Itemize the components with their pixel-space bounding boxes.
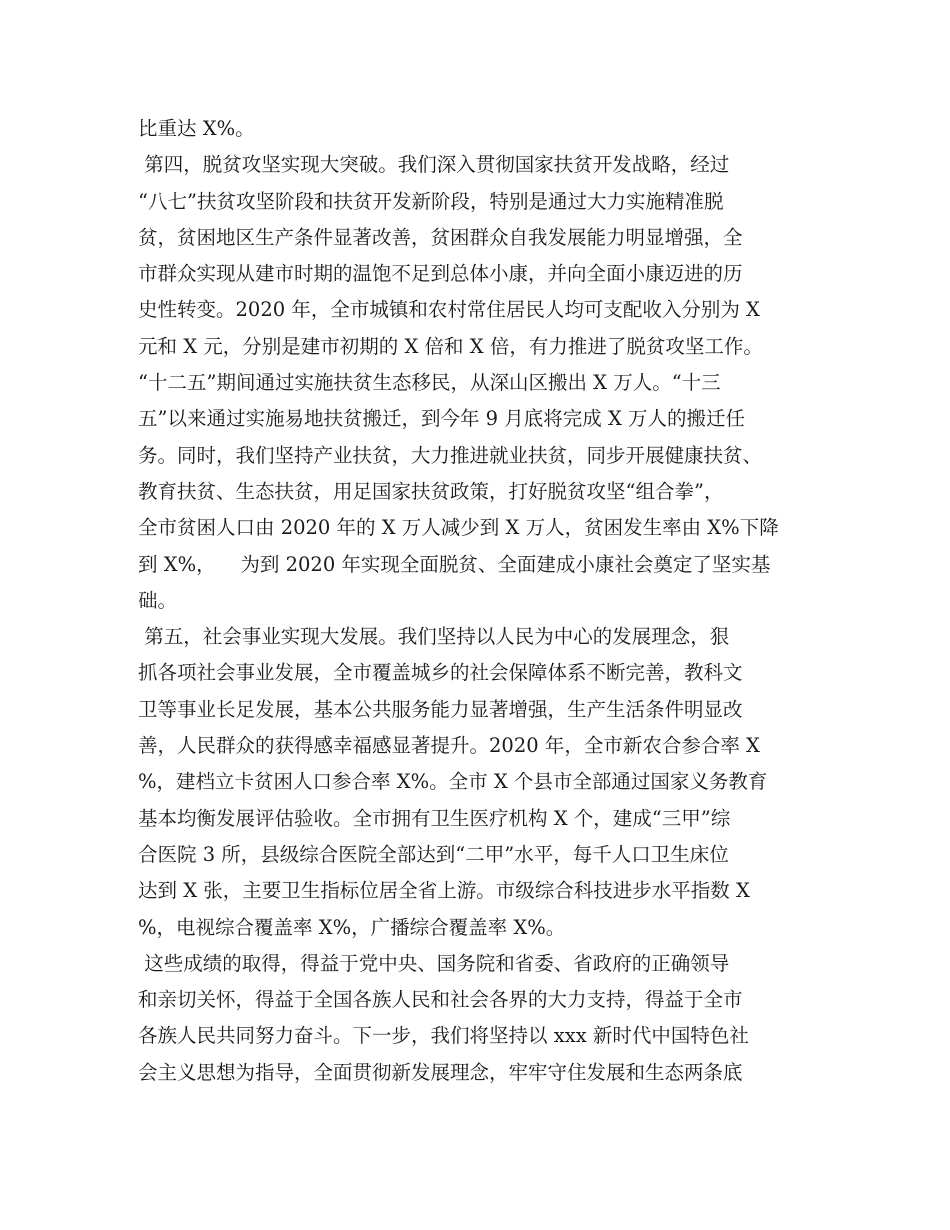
text-line: 史性转变。2020 年，全市城镇和农村常住居民人均可支配收入分别为 X bbox=[138, 298, 760, 322]
text-line: 教育扶贫、生态扶贫，用足国家扶贫政策，打好脱贫攻坚“组合拳”， bbox=[138, 479, 724, 503]
text-line: 各族人民共同努力奋斗。下一步，我们将坚持以 xxx 新时代中国特色社 bbox=[138, 1024, 749, 1048]
text-line: 善，人民群众的获得感幸福感显著提升。2020 年，全市新农合参合率 X bbox=[138, 734, 760, 758]
text-line: 基本均衡发展评估验收。全市拥有卫生医疗机构 X 个，建成“三甲”综 bbox=[138, 806, 731, 830]
text-line: 合医院 3 所，县级综合医院全部达到“二甲”水平，每千人口卫生床位 bbox=[138, 842, 729, 866]
text-line: %，建档立卡贫困人口参合率 X%。全市 X 个县市全部通过国家义务教育 bbox=[138, 770, 768, 794]
text-line: 抓各项社会事业发展，全市覆盖城乡的社会保障体系不断完善，教科文 bbox=[138, 661, 743, 685]
text-line: 这些成绩的取得，得益于党中央、国务院和省委、省政府的正确领导 bbox=[138, 951, 730, 975]
text-line: 贫，贫困地区生产条件显著改善，贫困群众自我发展能力明显增强，全 bbox=[138, 225, 743, 249]
text-line: 务。同时，我们坚持产业扶贫，大力推进就业扶贫，同步开展健康扶贫、 bbox=[138, 443, 763, 467]
text-line: 全市贫困人口由 2020 年的 X 万人减少到 X 万人，贫困发生率由 X%下降 bbox=[138, 516, 779, 540]
text-line: 元和 X 元，分别是建市初期的 X 倍和 X 倍，有力推进了脱贫攻坚工作。 bbox=[138, 334, 763, 358]
text-line: 五”以来通过实施易地扶贫搬迁，到今年 9 月底将完成 X 万人的搬迁任 bbox=[138, 407, 746, 431]
text-line: 第五，社会事业实现大发展。我们坚持以人民为中心的发展理念，狠 bbox=[138, 625, 730, 649]
text-line: 市群众实现从建市时期的温饱不足到总体小康，并向全面小康迈进的历 bbox=[138, 262, 743, 286]
text-line: 第四，脱贫攻坚实现大突破。我们深入贯彻国家扶贫开发战略，经过 bbox=[138, 153, 730, 177]
text-line: 会主义思想为指导，全面贯彻新发展理念，牢牢守住发展和生态两条底 bbox=[138, 1060, 743, 1084]
text-line: “十二五”期间通过实施扶贫生态移民，从深山区搬出 X 万人。“十三 bbox=[138, 371, 721, 395]
text-line: 础。 bbox=[138, 588, 178, 612]
text-line: 和亲切关怀，得益于全国各族人民和社会各界的大力支持，得益于全市 bbox=[138, 988, 743, 1012]
text-line: %，电视综合覆盖率 X%，广播综合覆盖率 X%。 bbox=[138, 915, 566, 939]
text-line: 到 X%， 为到 2020 年实现全面脱贫、全面建成小康社会奠定了坚实基 bbox=[138, 552, 771, 576]
text-line: 达到 X 张，主要卫生指标位居全省上游。市级综合科技进步水平指数 X bbox=[138, 879, 750, 903]
text-line: 卫等事业长足发展，基本公共服务能力显著增强，生产生活条件明显改 bbox=[138, 697, 743, 721]
text-line: “八七”扶贫攻坚阶段和扶贫开发新阶段，特别是通过大力实施精准脱 bbox=[138, 189, 724, 213]
document-page bbox=[138, 111, 828, 1091]
text-line: 比重达 X%。 bbox=[138, 117, 255, 140]
